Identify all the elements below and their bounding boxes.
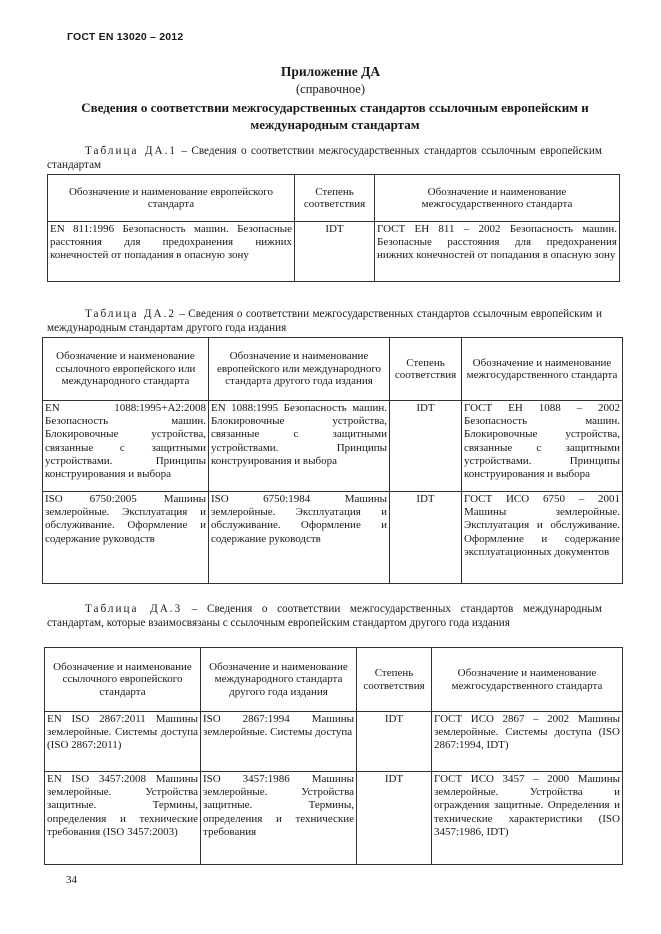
table1-caption (47, 145, 602, 172)
table-header-cell: Степень соответствия (295, 175, 375, 222)
appendix-title: Приложение ДА (280, 64, 381, 79)
table-cell: ISO 2867:1994 Машины землеройные. Системы доступа (201, 712, 357, 772)
table-cell: ГОСТ ИСО 2867 – 2002 Машины землеройные. Системы доступа (ISO 2867:1994, IDT) (432, 712, 623, 772)
table-cell: ISO 6750:1984 Машины землеройные. Эксплуатация и обслуживание. Оформление и содержание руководств (209, 492, 390, 584)
table3-caption-text: – Сведения о соответствии межгосударственных стандартов международным стандартам, которые взаимосвязаны с ссылочным европейским стандартом другого года издания (47, 603, 602, 629)
table2-caption (47, 308, 602, 335)
appendix-subtitle: (справочное) (295, 82, 366, 96)
table-cell: EN 1088:1995+A2:2008 Безопасность машин. Блокировочные устройства, связанные с защитными устройствами. Принципы конструирования и выбора (43, 401, 209, 492)
appendix-heading: Сведения о соответствии межгосударственных стандартов ссылочным европейским и международным стандартам (81, 100, 589, 132)
table-header-cell: Степень соответствия (390, 338, 462, 401)
table-header-row (48, 175, 620, 222)
table-header-row (45, 648, 623, 712)
table3-caption-label: Таблица ДА.3 (85, 603, 183, 615)
table-row (45, 772, 623, 865)
table-cell: IDT (357, 772, 432, 865)
table-row (43, 492, 623, 584)
table-cell: EN ISO 2867:2011 Машины землеройные. Системы доступа (ISO 2867:2011) (45, 712, 201, 772)
table-cell: EN 811:1996 Безопасность машин. Безопасные расстояния для предохранения нижних конечностей от попадания в опасную зону (48, 222, 295, 282)
table2-caption-text: – Сведения о соответствии межгосударственных стандартов ссылочным европейским и международным стандартам другого года издания (47, 308, 602, 334)
table-cell: ISO 3457:1986 Машины землеройные. Устройства защитные. Термины, определения и технические требования (201, 772, 357, 865)
table1-caption-text: – Сведения о соответствии межгосударственных стандартов ссылочным европейским стандартам (47, 145, 602, 171)
page-number: 34 (66, 874, 77, 886)
table-header-cell: Обозначение и наименование международного стандарта другого года издания (201, 648, 357, 712)
table-cell: ГОСТ ИСО 3457 – 2000 Машины землеройные. Устройства и ограждения защитные. Определения и технические характеристики (ISO 3457:1986, IDT) (432, 772, 623, 865)
table-header-row (43, 338, 623, 401)
table3-caption (47, 603, 602, 630)
table-header-cell: Обозначение и наименование европейского или международного стандарта другого года издания (209, 338, 390, 401)
table-cell: IDT (390, 492, 462, 584)
table-cell: EN 1088:1995 Безопасность машин. Блокировочные устройства, связанные с защитными устройствами. Принципы конструирования и выбора (209, 401, 390, 492)
table-header-cell: Обозначение и наименование межгосударственного стандарта (462, 338, 623, 401)
table-row (45, 712, 623, 772)
table2-caption-label: Таблица ДА.2 (85, 308, 176, 320)
table1 (47, 174, 620, 282)
table1-caption-label: Таблица ДА.1 (85, 145, 177, 157)
table3 (44, 647, 623, 865)
table-cell: ISO 6750:2005 Машины землеройные. Эксплуатация и обслуживание. Оформление и содержание руководств (43, 492, 209, 584)
table2 (42, 337, 623, 584)
table-header-cell: Обозначение и наименование ссылочного европейского стандарта (45, 648, 201, 712)
table-row (48, 222, 620, 282)
table-row (43, 401, 623, 492)
table-cell: ГОСТ ИСО 6750 – 2001 Машины землеройные. Эксплуатация и обслуживание. Оформление и содержание эксплуатационных документов (462, 492, 623, 584)
table-header-cell: Обозначение и наименование европейского стандарта (48, 175, 295, 222)
table-header-cell: Степень соответствия (357, 648, 432, 712)
table-cell: IDT (295, 222, 375, 282)
table-cell: ГОСТ ЕН 1088 – 2002 Безопасность машин. Блокировочные устройства, связанные с защитными устройствами. Принципы конструирования и выбора (462, 401, 623, 492)
table-header-cell: Обозначение и наименование межгосударственного стандарта (432, 648, 623, 712)
table-header-cell: Обозначение и наименование межгосударственного стандарта (375, 175, 620, 222)
table-header-cell: Обозначение и наименование ссылочного европейского или международного стандарта (43, 338, 209, 401)
table-cell: IDT (357, 712, 432, 772)
document-header: ГОСТ EN 13020 – 2012 (67, 31, 184, 43)
table-cell: ГОСТ EH 811 – 2002 Безопасность машин. Безопасные расстояния для предохранения нижних конечностей от попадания в опасную зону (375, 222, 620, 282)
table-cell: EN ISO 3457:2008 Машины землеройные. Устройства защитные. Термины, определения и технические требования (ISO 3457:2003) (45, 772, 201, 865)
table-cell: IDT (390, 401, 462, 492)
